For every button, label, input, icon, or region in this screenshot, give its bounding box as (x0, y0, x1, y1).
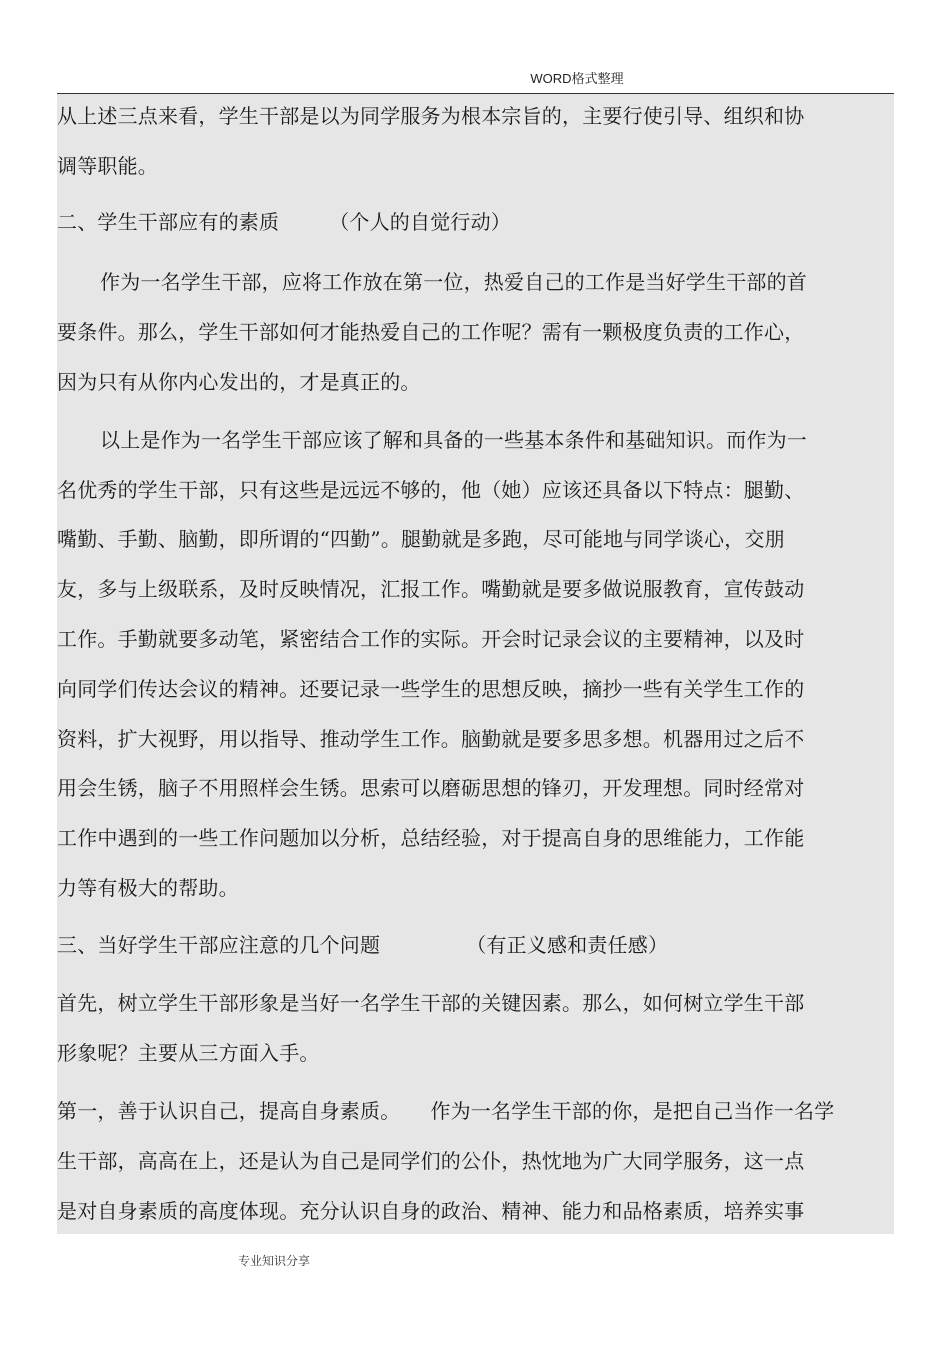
text-line: 名优秀的学生干部，只有这些是远远不够的，他（她）应该还具备以下特点：腿勤、 (57, 478, 805, 502)
text-line: 从上述三点来看，学生干部是以为同学服务为根本宗旨的，主要行使引导、组织和协 (57, 104, 805, 128)
section-heading-text: 三、当好学生干部应注意的几个问题 (57, 933, 381, 957)
text-line: 友，多与上级联系，及时反映情况，汇报工作。嘴勤就是要多做说服教育，宣传鼓动 (57, 577, 805, 601)
text-line: 工作中遇到的一些工作问题加以分析，总结经验，对于提高自身的思维能力，工作能 (57, 826, 805, 850)
section-heading-note: （有正义感和责任感） (466, 933, 669, 957)
page-header: WORD格式整理 (530, 71, 624, 86)
text-line: 用会生锈，脑子不用照样会生锈。思索可以磨砺思想的锋刃，开发理想。同时经常对 (57, 776, 805, 800)
text-line (57, 1091, 834, 1131)
section-heading-3 (57, 925, 668, 965)
text-line: 向同学们传达会议的精神。还要记录一些学生的思想反映，摘抄一些有关学生工作的 (57, 677, 805, 701)
page-footer: 专业知识分享 (238, 1254, 311, 1268)
text-line: 作为一名学生干部，应将工作放在第一位，热爱自己的工作是当好学生干部的首 (100, 270, 807, 294)
section-heading-text: 二、学生干部应有的素质 (57, 210, 280, 234)
text-line: 因为只有从你内心发出的，才是真正的。 (57, 370, 421, 394)
document-body (57, 94, 894, 1234)
text-line: 首先，树立学生干部形象是当好一名学生干部的关键因素。那么，如何树立学生干部 (57, 991, 805, 1015)
text-line: 生干部，高高在上，还是认为自己是同学们的公仆，热忱地为广大同学服务，这一点 (57, 1149, 805, 1173)
text-line: 是对自身素质的高度体现。充分认识自身的政治、精神、能力和品格素质，培养实事 (57, 1199, 805, 1223)
subheading-continuation: 作为一名学生干部的你，是把自己当作一名学 (430, 1099, 835, 1123)
text-line: 调等职能。 (57, 154, 158, 178)
text-line: 工作。手勤就要多动笔，紧密结合工作的实际。开会时记录会议的主要精神，以及时 (57, 627, 805, 651)
text-line: 嘴勤、手勤、脑勤，即所谓的“四勤”。腿勤就是多跑，尽可能地与同学谈心，交朋 (57, 527, 785, 551)
text-line: 要条件。那么，学生干部如何才能热爱自己的工作呢？需有一颗极度负责的工作心， (57, 320, 805, 344)
subheading-text: 第一，善于认识自己，提高自身素质。 (57, 1099, 401, 1123)
text-line: 以上是作为一名学生干部应该了解和具备的一些基本条件和基础知识。而作为一 (100, 428, 807, 452)
text-line: 形象呢？主要从三方面入手。 (57, 1041, 320, 1065)
section-heading-note: （个人的自觉行动） (329, 210, 512, 234)
text-line: 力等有极大的帮助。 (57, 876, 239, 900)
section-heading-2 (57, 202, 511, 242)
text-line: 资料，扩大视野，用以指导、推动学生工作。脑勤就是要多思多想。机器用过之后不 (57, 727, 805, 751)
